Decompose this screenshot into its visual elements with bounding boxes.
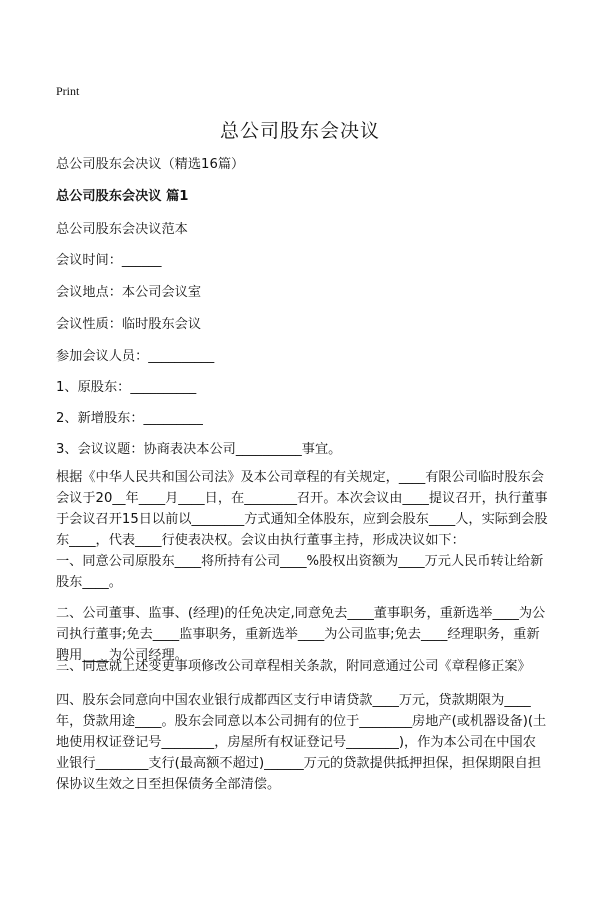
attendees: 参加会议人员：__________ [56, 349, 215, 364]
meeting-place: 会议地点：本公司会议室 [56, 285, 202, 300]
paragraph-four: 四、股东会同意向中国农业银行成都西区支行申请贷款____万元，贷款期限为____年，贷款用途____。股东会同意以本公司拥有的位于________房地产(或机器设备)(土地使用权证登记号________，房屋所有权证登记号________)，作为本公司在中国农业银行________支行(最高额不超过)______万元的贷款提供抵押担保，担保期限自担保协议生效之日至担保债务全部清偿。 [56, 693, 547, 792]
item-original-shareholders: 1、原股东：__________ [56, 380, 197, 395]
document-title: 总公司股东会决议 [219, 120, 380, 142]
print-label[interactable]: Print [56, 84, 80, 98]
paragraph-three: 三、同意就上述变更事项修改公司章程相关条款，附同意通过公司《章程修正案》 [56, 659, 531, 674]
paragraph-basis: 根据《中华人民共和国公司法》及本公司章程的有关规定，____有限公司临时股东会会议于20__年____月____日，在________召开。本次会议由____提议召开，执行董事于会议召开15日以前以________方式通知全体股东，应到会股东____人，实际到会股东____，代表____行使表决权。会议由执行董事主持，形成决议如下： [56, 470, 548, 548]
meeting-time: 会议时间：______ [56, 253, 162, 268]
meeting-nature: 会议性质：临时股东会议 [56, 317, 202, 332]
item-agenda: 3、会议议题：协商表决本公司__________事宜。 [56, 442, 342, 457]
item-new-shareholders: 2、新增股东：_________ [56, 411, 203, 426]
subtitle: 总公司股东会决议（精选16篇） [56, 157, 245, 172]
template-label: 总公司股东会决议范本 [56, 222, 188, 237]
paragraph-one: 一、同意公司原股东____将所持有公司____%股权出资额为____万元人民币转让给新股东____。 [56, 554, 544, 590]
section-heading: 总公司股东会决议 篇1 [56, 189, 189, 204]
paragraph-two: 二、公司董事、监事、(经理)的任免决定,同意免去____董事职务，重新选举____为公司执行董事;免去____监事职务，重新选举____为公司监事;免去____经理职务，重新聘用____为公司经理。 [56, 606, 546, 663]
